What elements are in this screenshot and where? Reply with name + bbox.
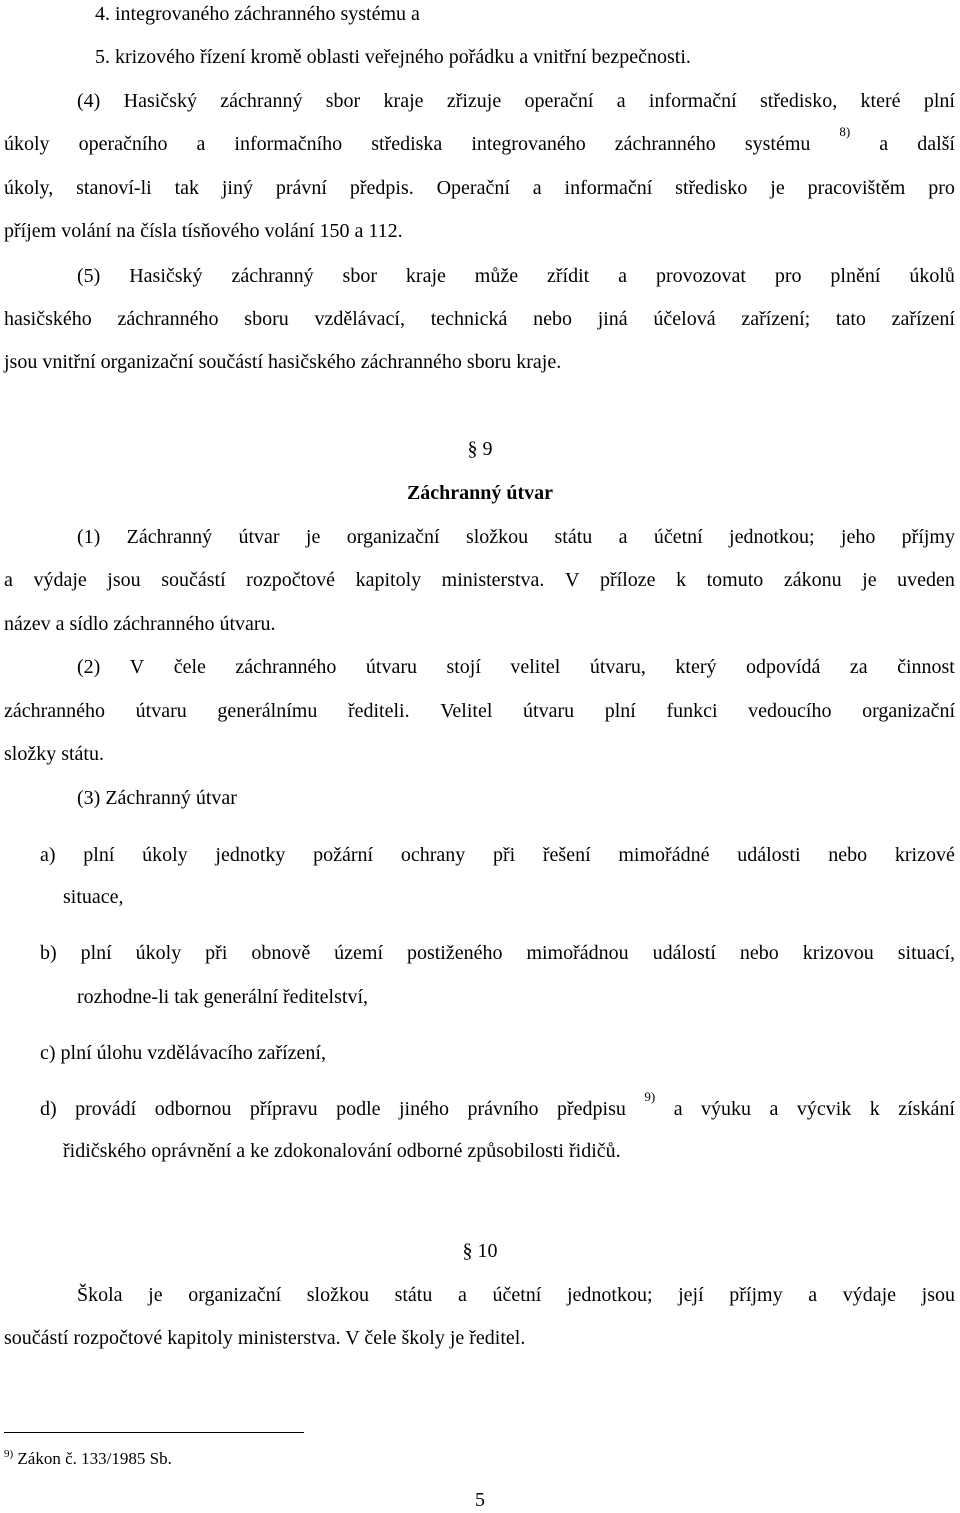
word: událostí (652, 942, 716, 964)
section-10-line-1 (77, 1283, 955, 1307)
word: kraje (405, 265, 446, 287)
word: provozovat (655, 265, 746, 287)
word: přípravu (249, 1098, 318, 1120)
word: útvaru (365, 656, 417, 678)
word: k (869, 1098, 880, 1120)
word: záchranného (235, 656, 337, 678)
word: a (808, 1284, 818, 1306)
word: útvar (238, 526, 280, 548)
word: b) (40, 942, 57, 964)
word: odpovídá (745, 656, 821, 678)
section-10-mark: § 10 (462, 1240, 498, 1262)
word: informačního (234, 133, 343, 155)
list-item-4: 4. integrovaného záchranného systému a (95, 3, 420, 25)
word: úkoly (135, 942, 182, 964)
word: krizové (894, 844, 955, 866)
word: a (616, 90, 626, 112)
word: pracovištěm (807, 177, 906, 199)
word: úkoly (142, 844, 188, 866)
word: (2) (77, 656, 101, 678)
word: zákonu (783, 569, 842, 591)
word: a (618, 265, 628, 287)
word: tak (174, 177, 199, 199)
word: technická (430, 308, 508, 330)
word: výuku (701, 1098, 752, 1120)
word: a (769, 1098, 779, 1120)
word: vedoucího (748, 700, 832, 722)
footnote-text: Zákon č. 133/1985 Sb. (17, 1449, 172, 1468)
word: velitel (510, 656, 561, 678)
word: jiného (398, 1098, 449, 1120)
word: záchranný (220, 90, 303, 112)
list-item-b-line-2: rozhodne-li tak generální ředitelství, (77, 986, 369, 1008)
word: sbor (342, 265, 377, 287)
word: jsou (107, 569, 141, 591)
word: útvaru (523, 700, 575, 722)
list-item-d-line-1 (40, 1089, 955, 1121)
section-9-title: Záchranný útvar (406, 482, 554, 504)
section-10-line-2: součástí rozpočtové kapitoly ministerstva. V čele školy je ředitel. (4, 1327, 526, 1349)
word: tato (835, 308, 866, 330)
section-9-mark: § 9 (467, 438, 493, 460)
word: stojí (446, 656, 481, 678)
word: a) (40, 844, 56, 866)
word: složkou (306, 1284, 369, 1306)
word: Škola (77, 1284, 123, 1306)
word: útvaru (135, 700, 187, 722)
word: úkoly, (4, 177, 54, 199)
word: plní (604, 700, 636, 722)
list-item-a-line-1 (40, 843, 955, 867)
word: nebo (828, 844, 868, 866)
word: úkolů (909, 265, 955, 287)
word: předpisu (557, 1098, 626, 1120)
word: může (474, 265, 519, 287)
word: útvaru, (589, 656, 646, 678)
word: státu (554, 526, 593, 548)
word: V (564, 569, 580, 591)
word: je (148, 1284, 163, 1306)
word: jiná (597, 308, 628, 330)
word: je (770, 177, 785, 199)
word: (5) (77, 265, 101, 287)
word: plní (80, 942, 112, 964)
word: organizační (862, 700, 955, 722)
paragraph-4-line-4: příjem volání na čísla tísňového volání 150 a 112. (4, 220, 403, 242)
word: příjmy (729, 1284, 783, 1306)
word: území (334, 942, 384, 964)
word: informační (564, 177, 653, 199)
word: tomuto (706, 569, 764, 591)
list-item-c: c) plní úlohu vzdělávacího zařízení, (40, 1042, 326, 1064)
word: příjmy (901, 526, 955, 548)
word: a (673, 1098, 683, 1120)
footnote-separator (4, 1432, 304, 1433)
section-9-p1-line-2 (4, 568, 955, 592)
word: plní (923, 90, 955, 112)
word: integrovaného (471, 133, 586, 155)
word: a (457, 1284, 467, 1306)
word: který (675, 656, 717, 678)
paragraph-4-line-2 (4, 124, 955, 156)
word: organizační (188, 1284, 282, 1306)
list-item-b-line-1 (40, 941, 955, 965)
word: záchranného (4, 700, 106, 722)
word: předpis. (349, 177, 414, 199)
word: vzdělávací, (314, 308, 405, 330)
word: které (860, 90, 901, 112)
word: činnost (897, 656, 955, 678)
word: sboru (244, 308, 289, 330)
word: funkci (666, 700, 718, 722)
word: odbornou (154, 1098, 232, 1120)
word: generálnímu (217, 700, 318, 722)
word: součástí (161, 569, 226, 591)
word: požární (313, 844, 374, 866)
word: účelová (653, 308, 716, 330)
word: právního (467, 1098, 539, 1120)
word: Velitel (440, 700, 493, 722)
word: krizovou (802, 942, 874, 964)
word: záchranného (117, 308, 219, 330)
word: zřídit (547, 265, 590, 287)
footnote-reference: 8) (839, 124, 851, 139)
word: Záchranný (126, 526, 213, 548)
word: výdaje (842, 1284, 897, 1306)
word: plnění (830, 265, 881, 287)
word: operační (524, 90, 594, 112)
word: čele (173, 656, 206, 678)
word: a (4, 569, 13, 591)
word: jiný (221, 177, 253, 199)
word: k (676, 569, 687, 591)
word: je (305, 526, 321, 548)
word: jednotkou; (729, 526, 815, 548)
word: kapitoly (355, 569, 422, 591)
footnote-reference: 9) (644, 1089, 656, 1104)
word: sbor (325, 90, 361, 112)
word: středisko, (759, 90, 838, 112)
word: obnově (251, 942, 311, 964)
word: provádí (75, 1098, 137, 1120)
section-9-p1-line-3: název a sídlo záchranného útvaru. (4, 613, 276, 635)
section-9-p1-line-1 (77, 525, 955, 549)
footnote-marker: 9) (4, 1448, 14, 1460)
word: pro (928, 177, 955, 199)
word: kraje (383, 90, 424, 112)
word: zřizuje (446, 90, 502, 112)
word: mimořádnou (526, 942, 629, 964)
section-9-p2-line-2 (4, 699, 955, 723)
word: d) (40, 1098, 57, 1120)
list-item-5: 5. krizového řízení kromě oblasti veřejného pořádku a vnitřní bezpečnosti. (95, 46, 691, 68)
word: řešení (542, 844, 591, 866)
word: za (849, 656, 868, 678)
word: a (532, 177, 542, 199)
section-9-p2-line-1 (77, 655, 955, 679)
word: je (862, 569, 877, 591)
word: zařízení; (741, 308, 811, 330)
word: jednotky (215, 844, 286, 866)
word: středisko (675, 177, 748, 199)
word: jednotkou; (566, 1284, 653, 1306)
section-9-p2-line-3: složky státu. (4, 743, 104, 765)
word: při (205, 942, 228, 964)
word: V (129, 656, 145, 678)
word: další (917, 133, 955, 155)
paragraph-5-line-1 (77, 264, 955, 288)
word: Operační (436, 177, 510, 199)
word: jeho (840, 526, 876, 548)
word: situací, (897, 942, 955, 964)
word: právní (275, 177, 327, 199)
paragraph-5-line-2 (4, 307, 955, 331)
word: Hasičský (123, 90, 197, 112)
word: při (492, 844, 516, 866)
footnote (4, 1448, 172, 1470)
list-item-a-line-2: situace, (63, 886, 124, 908)
word: a (196, 133, 206, 155)
word: získání (898, 1098, 955, 1120)
word: informační (648, 90, 737, 112)
word: složkou (465, 526, 529, 548)
list-item-d-line-2: řidičského oprávnění a ke zdokonalování odborné způsobilosti řidičů. (63, 1140, 621, 1162)
word: ministerstva. (441, 569, 545, 591)
word: Hasičský (129, 265, 203, 287)
word: mimořádné (618, 844, 710, 866)
word: výdaje (33, 569, 87, 591)
word: úkoly (4, 133, 50, 155)
word: zařízení (891, 308, 955, 330)
page-number: 5 (475, 1489, 485, 1511)
word: příloze (599, 569, 656, 591)
word: hasičského (4, 308, 92, 330)
word: stanoví-li (76, 177, 152, 199)
word: záchranného (614, 133, 716, 155)
word: postiženého (406, 942, 503, 964)
word: podle (336, 1098, 381, 1120)
word: účetní (653, 526, 703, 548)
word: pro (774, 265, 802, 287)
word: a (618, 526, 628, 548)
word: výcvik (796, 1098, 852, 1120)
word: její (678, 1284, 704, 1306)
word: organizační (346, 526, 440, 548)
word: řediteli. (347, 700, 410, 722)
word: systému (744, 133, 811, 155)
word: uveden (897, 569, 955, 591)
word: (1) (77, 526, 101, 548)
word: nebo (533, 308, 572, 330)
paragraph-4-line-3 (4, 176, 955, 200)
word: jsou (921, 1284, 955, 1306)
word: události (737, 844, 801, 866)
word: střediska (371, 133, 443, 155)
word: rozpočtové (246, 569, 336, 591)
word: ochrany (400, 844, 466, 866)
paragraph-4-line-1 (77, 89, 955, 113)
word: záchranný (231, 265, 314, 287)
word: operačního (78, 133, 168, 155)
word: nebo (739, 942, 779, 964)
word: a (879, 133, 889, 155)
word: účetní (492, 1284, 542, 1306)
word: státu (394, 1284, 433, 1306)
word: plní (83, 844, 115, 866)
word: (4) (77, 90, 101, 112)
section-9-p3-intro: (3) Záchranný útvar (77, 787, 237, 809)
paragraph-5-line-3: jsou vnitřní organizační součástí hasičského záchranného sboru kraje. (4, 351, 562, 373)
